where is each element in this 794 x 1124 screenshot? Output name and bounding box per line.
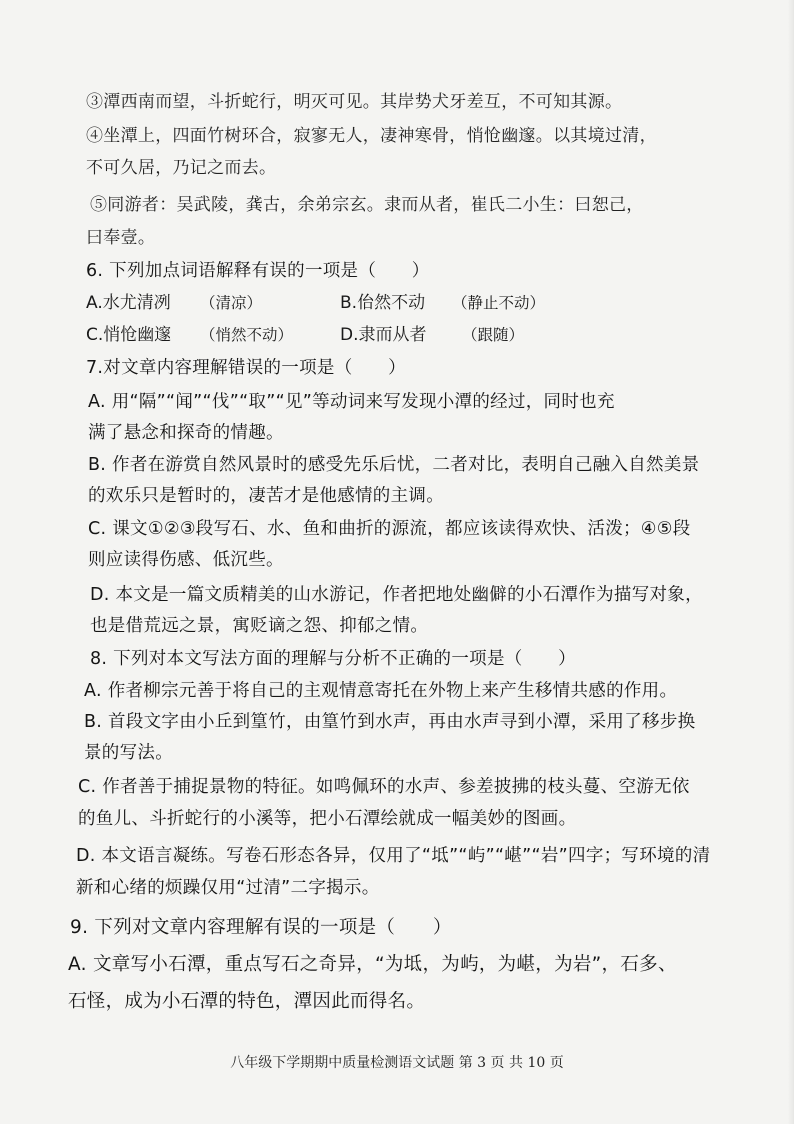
question-8-option-d-line-1: D. 本文语言凝练。写卷石形态各异，仅用了“坻”“屿”“嵁”“岩”四字；写环境的清 (76, 846, 711, 866)
question-7-option-c-line-1: C. 课文①②③段写石、水、鱼和曲折的源流，都应该读得欢快、活泼；④⑤段 (88, 519, 691, 539)
question-6-option-d-note: （跟随） (462, 326, 525, 344)
passage-paragraph-5-line-1: ⑤同游者：吴武陵，龚古，余弟宗玄。隶而从者，崔氏二小生：曰恕己， (90, 195, 644, 215)
passage-paragraph-4-line-1: ④坐潭上，四面竹树环合，寂寥无人，凄神寒骨，悄怆幽邃。以其境过清， (86, 126, 657, 146)
question-7-stem: 7.对文章内容理解错误的一项是（ ） (86, 358, 406, 378)
passage-paragraph-3: ③潭西南而望，斗折蛇行，明灭可见。其岸势犬牙差互，不可知其源。 (86, 92, 623, 112)
scan-shadow (788, 0, 794, 1124)
question-8-option-b-line-1: B. 首段文字由小丘到篁竹，由篁竹到水声，再由水声寻到小潭，采用了移步换 (84, 712, 696, 732)
question-8-option-d-line-2: 新和心绪的烦躁仅用“过清”二字揭示。 (76, 878, 380, 898)
question-9-option-a-line-2: 石怪，成为小石潭的特色，潭因此而得名。 (68, 991, 426, 1012)
question-8-option-c-line-2: 的鱼儿、斗折蛇行的小溪等，把小石潭绘就成一幅美妙的图画。 (78, 809, 577, 829)
question-8-option-a-line-1: A. 作者柳宗元善于将自己的主观情意寄托在外物上来产生移情共感的作用。 (84, 681, 678, 701)
question-7-option-d-line-1: D. 本文是一篇文质精美的山水游记，作者把地处幽僻的小石潭作为描写对象， (90, 585, 703, 605)
passage-paragraph-4-line-2: 不可久居，乃记之而去。 (86, 158, 277, 178)
question-7-option-c-line-2: 则应读得伤感、低沉些。 (88, 550, 284, 570)
question-6-stem: 6. 下列加点词语解释有误的一项是（ ） (86, 261, 430, 281)
question-8-stem: 8. 下列对本文写法方面的理解与分析不正确的一项是（ ） (90, 649, 576, 669)
page-footer: 八年级下学期期中质量检测语文试题 第 3 页 共 10 页 (230, 1055, 564, 1071)
question-7-option-d-line-2: 也是借荒远之景，寓贬谪之怨、抑郁之情。 (90, 616, 429, 636)
passage-paragraph-5-line-2: 曰奉壹。 (86, 228, 156, 248)
question-6-option-b: B.佁然不动 (340, 293, 426, 313)
question-6-option-a: A.水尤清冽 (86, 293, 171, 313)
question-8-option-b-line-2: 景的写法。 (84, 743, 173, 763)
question-7-option-a-line-1: A. 用“隔”“闻”“伐”“取”“见”等动词来写发现小潭的经过，同时也充 (88, 392, 615, 412)
question-9-stem: 9. 下列对文章内容理解有误的一项是（ ） (70, 917, 452, 938)
question-6-option-b-note: （静止不动） (452, 294, 546, 312)
question-7-option-b-line-1: B. 作者在游赏自然风景时的感受先乐后忧，二者对比，表明自己融入自然美景 (88, 455, 700, 475)
question-7-option-a-line-2: 满了悬念和探奇的情趣。 (88, 423, 284, 443)
question-6-option-d: D.隶而从者 (340, 325, 427, 345)
question-9-option-a-line-1: A. 文章写小石潭，重点写石之奇异，“为坻，为屿，为嵁，为岩”，石多、 (68, 954, 677, 975)
question-8-option-c-line-1: C. 作者善于捕捉景物的特征。如鸣佩环的水声、参差披拂的枝头蔓、空游无依 (78, 777, 690, 797)
question-6-option-c-note: （悄然不动） (200, 326, 294, 344)
question-7-option-b-line-2: 的欢乐只是暂时的，凄苦才是他感情的主调。 (88, 486, 444, 506)
question-6-option-a-note: （清凉） (200, 294, 263, 312)
question-6-option-c: C.悄怆幽邃 (86, 325, 172, 345)
